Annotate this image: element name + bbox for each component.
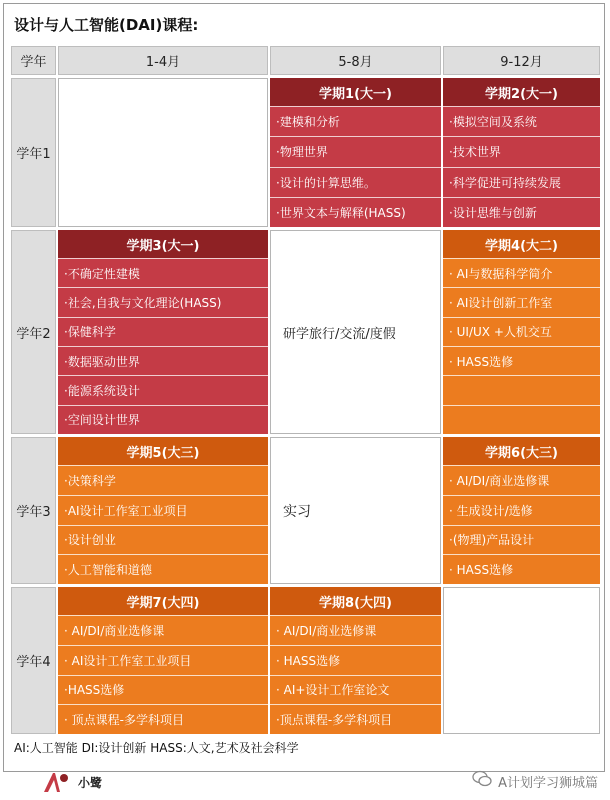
- course-item: ·设计创业: [58, 525, 268, 555]
- page-title: 设计与人工智能(DAI)课程:: [14, 16, 199, 34]
- course-item: ·建模和分析: [270, 106, 441, 136]
- term-title: 学期1(大一): [270, 78, 441, 106]
- internship-label: 实习: [283, 503, 311, 520]
- course-item: ·不确定性建模: [58, 258, 268, 287]
- term-title: 学期6(大三): [443, 437, 600, 465]
- course-item: ·决策科学: [58, 465, 268, 495]
- term-title: 学期8(大四): [270, 587, 441, 615]
- term-fill: [443, 405, 600, 434]
- term-7-block: [58, 587, 268, 734]
- term-title: 学期2(大一): [443, 78, 600, 106]
- year-label-3: 学年3: [11, 437, 56, 584]
- term-3-block: [58, 230, 268, 434]
- course-item: ·人工智能和道德: [58, 554, 268, 584]
- term-4-block: [443, 230, 600, 434]
- term-title: 学期5(大三): [58, 437, 268, 465]
- term-title: 学期3(大一): [58, 230, 268, 258]
- study-trip-cell: [270, 230, 441, 434]
- course-item: · AI与数据科学简介: [443, 258, 600, 287]
- empty-cell: [58, 78, 268, 227]
- course-item: ·世界文本与解释(HASS): [270, 197, 441, 227]
- course-item: ·物理世界: [270, 136, 441, 166]
- course-item: · 生成设计/选修: [443, 495, 600, 525]
- header-col-3: 9-12月: [443, 46, 600, 75]
- course-item: · 顶点课程-多学科项目: [58, 704, 268, 734]
- year-label-2: 学年2: [11, 230, 56, 434]
- course-item: ·HASS选修: [58, 675, 268, 705]
- course-item: ·社会,自我与文化理论(HASS): [58, 287, 268, 316]
- course-item: ·AI设计工作室工业项目: [58, 495, 268, 525]
- course-item: · AI/DI/商业选修课: [443, 465, 600, 495]
- empty-cell: [443, 587, 600, 734]
- course-item: · HASS选修: [443, 346, 600, 375]
- course-item: · HASS选修: [443, 554, 600, 584]
- internship-cell: [270, 437, 441, 584]
- year-label-4: 学年4: [11, 587, 56, 734]
- term-6-block: [443, 437, 600, 584]
- course-item: · HASS选修: [270, 645, 441, 675]
- course-item: ·能源系统设计: [58, 375, 268, 404]
- course-item: · AI设计创新工作室: [443, 287, 600, 316]
- term-fill: [443, 375, 600, 404]
- course-item: ·空间设计世界: [58, 405, 268, 434]
- course-item: ·(物理)产品设计: [443, 525, 600, 555]
- legend: AI:人工智能 DI:设计创新 HASS:人文,艺术及社会科学: [14, 741, 299, 755]
- year-label-1: 学年1: [11, 78, 56, 227]
- term-1-block: [270, 78, 441, 227]
- course-item: ·设计思维与创新: [443, 197, 600, 227]
- wechat-icon: [472, 770, 492, 792]
- course-item: ·科学促进可持续发展: [443, 167, 600, 197]
- term-5-block: [58, 437, 268, 584]
- course-item: ·顶点课程-多学科项目: [270, 704, 441, 734]
- term-2-block: [443, 78, 600, 227]
- course-item: · AI/DI/商业选修课: [58, 615, 268, 645]
- course-item: · AI设计工作室工业项目: [58, 645, 268, 675]
- course-item: · AI+设计工作室论文: [270, 675, 441, 705]
- course-item: · AI/DI/商业选修课: [270, 615, 441, 645]
- course-item: ·技术世界: [443, 136, 600, 166]
- course-item: · UI/UX +人机交互: [443, 317, 600, 346]
- header-col-2: 5-8月: [270, 46, 441, 75]
- header-year: 学年: [11, 46, 56, 75]
- study-trip-label: 研学旅行/交流/度假: [283, 326, 396, 342]
- watermark-text: A计划学习狮城篇: [498, 775, 598, 791]
- author-name: 小鹭: [78, 776, 103, 790]
- logo-icon: [40, 770, 70, 796]
- term-8-block: [270, 587, 441, 734]
- term-title: 学期7(大四): [58, 587, 268, 615]
- course-item: ·数据驱动世界: [58, 346, 268, 375]
- watermark: [472, 770, 598, 792]
- term-title: 学期4(大二): [443, 230, 600, 258]
- course-item: ·设计的计算思维。: [270, 167, 441, 197]
- header-col-1: 1-4月: [58, 46, 268, 75]
- course-item: ·保健科学: [58, 317, 268, 346]
- course-item: ·模拟空间及系统: [443, 106, 600, 136]
